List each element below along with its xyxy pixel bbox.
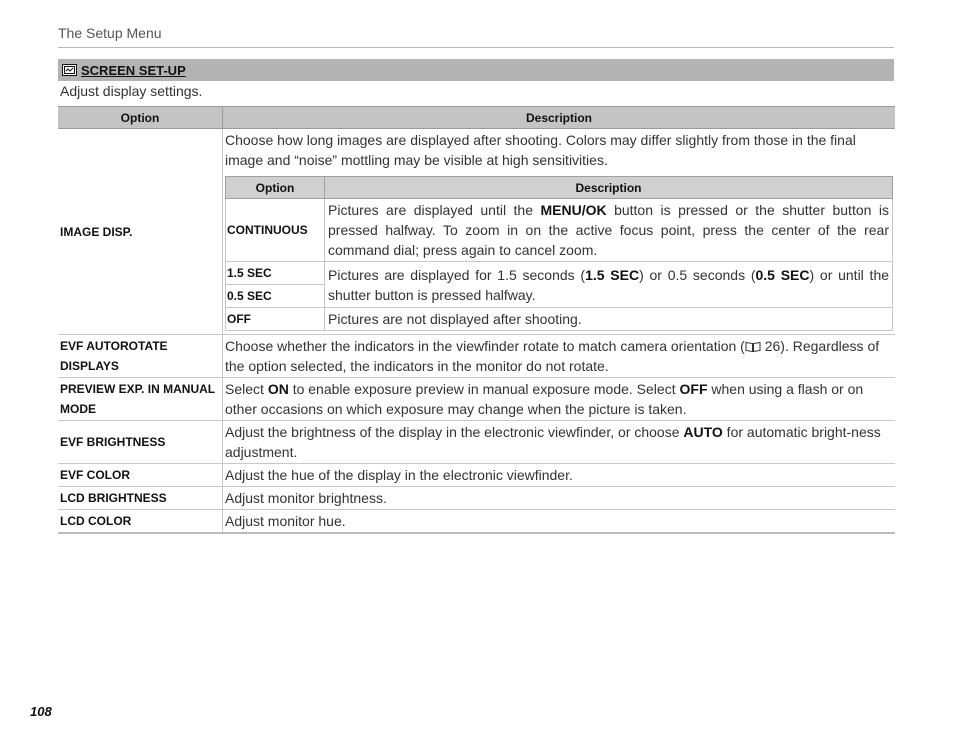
sub-row-off (226, 308, 893, 331)
page-number: 108 (30, 704, 52, 719)
description-lcd-color: Adjust monitor hue. (223, 510, 896, 534)
screen-setup-icon (62, 64, 77, 76)
description-evf-autorotate: Choose whether the indicators in the viewfinder rotate to match camera orientation ( 26). Regardless of the option selected, the indicators in the monitor do not rotate. (223, 335, 896, 378)
table-row-evf-brightness (58, 421, 895, 464)
keyword-0-5-sec: 0.5 SEC (755, 266, 810, 283)
option-image-disp: IMAGE DISP. (58, 129, 223, 335)
option-evf-brightness: EVF BRIGHTNESS (58, 421, 223, 464)
sub-description-seconds: Pictures are displayed for 1.5 seconds (1.5 SEC) or 0.5 seconds (0.5 SEC) or until the shutter button is pressed halfway. (325, 262, 893, 308)
table-row-image-disp (58, 129, 895, 335)
column-header-description: Description (223, 107, 896, 129)
keyword-menu-ok: MENU/OK (540, 202, 607, 218)
sub-row-1-5-sec (226, 262, 893, 285)
description-image-disp (223, 129, 896, 335)
description-evf-color: Adjust the hue of the display in the electronic viewfinder. (223, 464, 896, 487)
sub-option-off: OFF (226, 308, 325, 331)
running-header: The Setup Menu (58, 25, 162, 41)
book-reference-icon (745, 341, 761, 352)
image-disp-intro: Choose how long images are displayed after shooting. Colors may differ slightly from those in the final image and “noise” mottling may be visible at high sensitivities. (225, 132, 856, 168)
sub-row-continuous (226, 199, 893, 262)
sub-description-continuous: Pictures are displayed until the MENU/OK button is pressed or the shutter button is pressed halfway. To zoom in on the active focus point, press the center of the rear command dial; press again to cancel zoom. (325, 199, 893, 262)
sub-header-option: Option (226, 177, 325, 199)
section-intro: Adjust display settings. (60, 83, 203, 99)
table-row-lcd-color (58, 510, 895, 534)
table-row-evf-color (58, 464, 895, 487)
keyword-auto: AUTO (683, 424, 723, 440)
settings-table (58, 106, 895, 534)
option-preview-exp: PREVIEW EXP. IN MANUAL MODE (58, 378, 223, 421)
sub-description-off: Pictures are not displayed after shooting. (325, 308, 893, 331)
option-lcd-color: LCD COLOR (58, 510, 223, 534)
keyword-1-5-sec: 1.5 SEC (585, 266, 640, 283)
section-title: SCREEN SET-UP (81, 62, 186, 78)
option-evf-autorotate: EVF AUTOROTATE DISPLAYS (58, 335, 223, 378)
column-header-option: Option (58, 107, 223, 129)
header-rule (58, 47, 894, 48)
keyword-on: ON (267, 381, 289, 397)
option-lcd-brightness: LCD BRIGHTNESS (58, 487, 223, 510)
image-disp-subtable (225, 176, 893, 331)
sub-option-1-5-sec: 1.5 SEC (226, 262, 325, 285)
keyword-off: OFF (679, 381, 708, 397)
table-row-evf-autorotate (58, 335, 895, 378)
description-preview-exp: Select ON to enable exposure preview in manual exposure mode. Select OFF when using a flash or on other occasions on which exposure may change when the picture is taken. (223, 378, 896, 421)
description-evf-brightness: Adjust the brightness of the display in the electronic viewfinder, or choose AUTO for automatic bright-ness adjustment. (223, 421, 896, 464)
description-lcd-brightness: Adjust monitor brightness. (223, 487, 896, 510)
table-row-preview-exp (58, 378, 895, 421)
section-bar (58, 59, 894, 81)
option-evf-color: EVF COLOR (58, 464, 223, 487)
sub-option-0-5-sec: 0.5 SEC (226, 285, 325, 308)
sub-option-continuous: CONTINUOUS (226, 199, 325, 262)
sub-header-description: Description (325, 177, 893, 199)
table-row-lcd-brightness (58, 487, 895, 510)
